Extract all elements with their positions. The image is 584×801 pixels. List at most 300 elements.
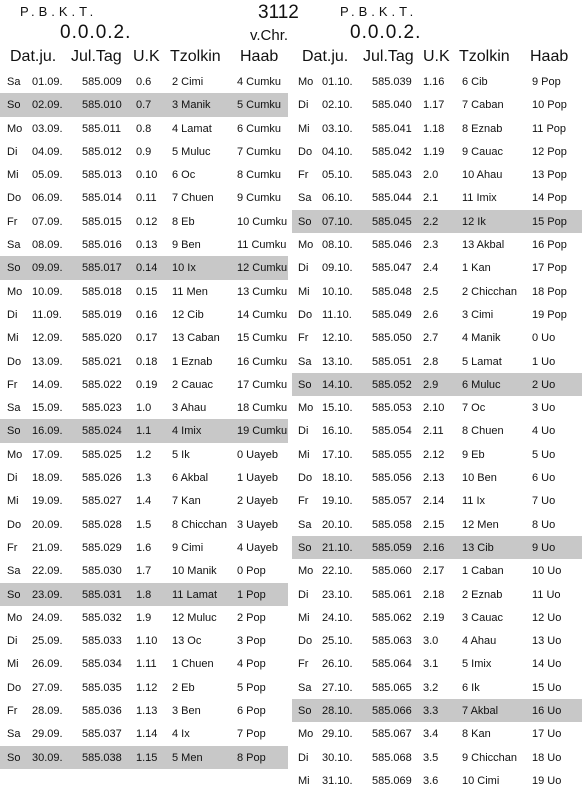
- tzolkin-cell: 10 Manik: [172, 565, 217, 578]
- haab-cell: 10 Cumku: [237, 215, 288, 228]
- haab-cell: 15 Pop: [532, 215, 567, 228]
- julian-day-cell: 585.011: [82, 122, 121, 135]
- tzolkin-cell: 9 Eb: [462, 448, 485, 461]
- table-row: [0, 746, 288, 769]
- weekday-cell: Do: [7, 355, 22, 368]
- date-cell: 28.09.: [32, 705, 63, 718]
- haab-cell: 14 Cumku: [237, 308, 288, 321]
- date-cell: 13.10.: [322, 355, 353, 368]
- date-cell: 22.10.: [322, 565, 353, 578]
- date-cell: 09.09.: [32, 262, 63, 275]
- julian-day-cell: 585.012: [82, 145, 122, 158]
- date-cell: 21.09.: [32, 541, 63, 554]
- date-cell: 23.09.: [32, 588, 63, 601]
- table-row: [292, 233, 582, 256]
- table-row: [0, 326, 288, 349]
- table-row: [0, 303, 288, 326]
- date-cell: 25.09.: [32, 635, 63, 648]
- haab-cell: 18 Pop: [532, 285, 567, 298]
- header-jul: Jul.Tag: [363, 48, 414, 65]
- julian-day-cell: 585.024: [82, 425, 122, 438]
- uk-cell: 3.5: [423, 751, 439, 764]
- uk-cell: 2.1: [423, 192, 439, 205]
- uk-cell: 3.3: [423, 705, 439, 718]
- uk-cell: 1.13: [136, 705, 158, 718]
- weekday-cell: Fr: [298, 169, 309, 182]
- haab-cell: 7 Cumku: [237, 145, 282, 158]
- julian-day-cell: 585.033: [82, 635, 122, 648]
- uk-cell: 0.13: [136, 239, 158, 252]
- uk-cell: 2.13: [423, 472, 445, 485]
- julian-day-cell: 585.022: [82, 378, 122, 391]
- date-cell: 25.10.: [322, 635, 353, 648]
- julian-day-cell: 585.032: [82, 611, 122, 624]
- weekday-cell: Fr: [7, 705, 18, 718]
- tzolkin-cell: 9 Chicchan: [462, 751, 518, 764]
- weekday-cell: Mi: [298, 611, 310, 624]
- uk-cell: 2.14: [423, 495, 445, 508]
- right-column-headers: [292, 46, 582, 70]
- date-cell: 24.09.: [32, 611, 63, 624]
- tzolkin-cell: 3 Cimi: [462, 308, 494, 321]
- tzolkin-cell: 13 Cib: [462, 541, 494, 554]
- haab-cell: 2 Uo: [532, 378, 556, 391]
- haab-cell: 5 Uo: [532, 448, 556, 461]
- table-row: [0, 233, 288, 256]
- weekday-cell: Sa: [7, 76, 21, 88]
- uk-cell: 1.0: [136, 402, 152, 415]
- uk-cell: 1.18: [423, 122, 445, 135]
- julian-day-cell: 585.009: [82, 76, 122, 88]
- table-row: [292, 443, 582, 466]
- date-cell: 14.09.: [32, 378, 63, 391]
- julian-day-cell: 585.029: [82, 541, 122, 554]
- date-cell: 02.09.: [32, 99, 63, 112]
- julian-day-cell: 585.058: [372, 518, 412, 531]
- weekday-cell: Sa: [7, 565, 21, 578]
- haab-cell: 4 Cumku: [237, 76, 282, 88]
- haab-cell: 9 Pop: [532, 76, 561, 88]
- haab-cell: 18 Uo: [532, 751, 562, 764]
- date-cell: 02.10.: [322, 99, 353, 112]
- date-cell: 29.09.: [32, 728, 63, 741]
- julian-day-cell: 585.068: [372, 751, 412, 764]
- haab-cell: 3 Pop: [237, 635, 266, 648]
- tzolkin-cell: 5 Lamat: [462, 355, 502, 368]
- tzolkin-cell: 10 Ix: [172, 262, 196, 275]
- haab-cell: 10 Uo: [532, 565, 562, 578]
- date-cell: 29.10.: [322, 728, 353, 741]
- weekday-cell: Mo: [7, 285, 23, 298]
- uk-cell: 2.9: [423, 378, 439, 391]
- weekday-cell: Fr: [7, 541, 18, 554]
- julian-day-cell: 585.010: [82, 99, 122, 112]
- table-row: [292, 559, 582, 582]
- uk-cell: 0.19: [136, 378, 158, 391]
- haab-cell: 1 Pop: [237, 588, 266, 601]
- table-row: [0, 210, 288, 233]
- haab-cell: 10 Pop: [532, 99, 567, 112]
- date-cell: 19.09.: [32, 495, 63, 508]
- weekday-cell: Mo: [7, 611, 23, 624]
- table-row: [292, 676, 582, 699]
- weekday-cell: Do: [7, 518, 22, 531]
- header-dat: Dat.ju.: [10, 48, 57, 65]
- table-row: [0, 117, 288, 140]
- haab-cell: 14 Uo: [532, 658, 562, 671]
- tzolkin-cell: 8 Kan: [462, 728, 491, 741]
- weekday-cell: Sa: [7, 728, 21, 741]
- tzolkin-cell: 8 Eb: [172, 215, 195, 228]
- table-row: [292, 303, 582, 326]
- table-row: [292, 140, 582, 163]
- table-row: [0, 443, 288, 466]
- date-cell: 04.10.: [322, 145, 353, 158]
- uk-cell: 2.5: [423, 285, 439, 298]
- uk-cell: 1.1: [136, 425, 152, 438]
- haab-cell: 6 Cumku: [237, 122, 282, 135]
- weekday-cell: Mi: [298, 285, 310, 298]
- uk-cell: 2.2: [423, 215, 439, 228]
- uk-cell: 0.8: [136, 122, 152, 135]
- tzolkin-cell: 11 Lamat: [172, 588, 218, 601]
- weekday-cell: Mi: [7, 658, 19, 671]
- year-label: 3112: [258, 2, 299, 23]
- table-row: [0, 93, 288, 116]
- weekday-cell: Mi: [7, 332, 19, 345]
- right-pbkt-code: 0.0.0.2.: [350, 22, 422, 43]
- uk-cell: 1.10: [136, 635, 158, 648]
- table-row: [292, 769, 582, 792]
- julian-day-cell: 585.069: [372, 774, 412, 787]
- tzolkin-cell: 3 Ben: [172, 705, 201, 718]
- julian-day-cell: 585.064: [372, 658, 412, 671]
- table-row: [292, 350, 582, 373]
- weekday-cell: Di: [7, 308, 18, 321]
- uk-cell: 1.7: [136, 565, 152, 578]
- tzolkin-cell: 7 Chuen: [172, 192, 214, 205]
- weekday-cell: Di: [7, 145, 18, 158]
- date-cell: 07.10.: [322, 215, 353, 228]
- tzolkin-cell: 7 Caban: [462, 99, 504, 112]
- julian-day-cell: 585.067: [372, 728, 412, 741]
- table-row: [292, 70, 582, 93]
- table-row: [0, 652, 288, 675]
- weekday-cell: So: [7, 751, 21, 764]
- date-cell: 15.10.: [322, 402, 353, 415]
- tzolkin-cell: 7 Akbal: [462, 705, 499, 718]
- julian-day-cell: 585.015: [82, 215, 122, 228]
- uk-cell: 1.5: [136, 518, 152, 531]
- date-cell: 15.09.: [32, 402, 63, 415]
- date-cell: 08.09.: [32, 239, 63, 252]
- header-uk: U.K: [423, 48, 450, 65]
- tzolkin-cell: 6 Cib: [462, 76, 488, 88]
- julian-day-cell: 585.053: [372, 402, 412, 415]
- weekday-cell: Mo: [7, 448, 23, 461]
- left-calendar-table: [0, 46, 288, 769]
- uk-cell: 3.2: [423, 681, 439, 694]
- haab-cell: 3 Uo: [532, 402, 556, 415]
- julian-day-cell: 585.043: [372, 169, 412, 182]
- uk-cell: 1.16: [423, 76, 445, 88]
- uk-cell: 1.11: [136, 658, 157, 671]
- tzolkin-cell: 4 Imix: [172, 425, 202, 438]
- julian-day-cell: 585.037: [82, 728, 122, 741]
- date-cell: 06.10.: [322, 192, 353, 205]
- uk-cell: 0.11: [136, 192, 157, 205]
- julian-day-cell: 585.040: [372, 99, 412, 112]
- uk-cell: 0.10: [136, 169, 158, 182]
- date-cell: 31.10.: [322, 774, 353, 787]
- table-row: [292, 186, 582, 209]
- table-row: [0, 256, 288, 279]
- haab-cell: 11 Uo: [532, 588, 561, 601]
- date-cell: 20.09.: [32, 518, 63, 531]
- uk-cell: 3.4: [423, 728, 439, 741]
- julian-day-cell: 585.013: [82, 169, 122, 182]
- julian-day-cell: 585.059: [372, 541, 412, 554]
- uk-cell: 0.14: [136, 262, 158, 275]
- header-dat: Dat.ju.: [302, 48, 349, 65]
- table-row: [0, 722, 288, 745]
- table-row: [0, 70, 288, 93]
- haab-cell: 8 Cumku: [237, 169, 282, 182]
- haab-cell: 17 Uo: [532, 728, 562, 741]
- header-tzolkin: Tzolkin: [459, 48, 510, 65]
- table-row: [292, 373, 582, 396]
- weekday-cell: Mo: [298, 76, 314, 88]
- haab-cell: 12 Cumku: [237, 262, 288, 275]
- weekday-cell: Do: [298, 145, 313, 158]
- tzolkin-cell: 1 Chuen: [172, 658, 214, 671]
- table-row: [292, 722, 582, 745]
- weekday-cell: So: [7, 262, 21, 275]
- tzolkin-cell: 10 Cimi: [462, 774, 500, 787]
- haab-cell: 15 Cumku: [237, 332, 288, 345]
- julian-day-cell: 585.021: [82, 355, 122, 368]
- weekday-cell: Mo: [298, 728, 314, 741]
- table-row: [0, 280, 288, 303]
- haab-cell: 15 Uo: [532, 681, 562, 694]
- weekday-cell: Sa: [298, 355, 312, 368]
- haab-cell: 19 Uo: [532, 774, 562, 787]
- uk-cell: 2.16: [423, 541, 445, 554]
- haab-cell: 3 Uayeb: [237, 518, 278, 531]
- table-row: [292, 163, 582, 186]
- table-row: [0, 536, 288, 559]
- date-cell: 27.10.: [322, 681, 353, 694]
- tzolkin-cell: 13 Oc: [172, 635, 202, 648]
- table-row: [0, 419, 288, 442]
- weekday-cell: Do: [298, 635, 313, 648]
- weekday-cell: Sa: [7, 239, 21, 252]
- tzolkin-cell: 3 Cauac: [462, 611, 503, 624]
- table-row: [292, 419, 582, 442]
- uk-cell: 2.12: [423, 448, 445, 461]
- tzolkin-cell: 8 Eznab: [462, 122, 503, 135]
- weekday-cell: Di: [298, 425, 309, 438]
- table-row: [0, 396, 288, 419]
- haab-cell: 8 Uo: [532, 518, 556, 531]
- date-cell: 27.09.: [32, 681, 63, 694]
- date-cell: 18.10.: [322, 472, 353, 485]
- date-cell: 10.10.: [322, 285, 353, 298]
- tzolkin-cell: 10 Ben: [462, 472, 497, 485]
- weekday-cell: Di: [298, 262, 309, 275]
- tzolkin-cell: 2 Chicchan: [462, 285, 518, 298]
- date-cell: 09.10.: [322, 262, 353, 275]
- tzolkin-cell: 4 Manik: [462, 332, 501, 345]
- uk-cell: 1.15: [136, 751, 158, 764]
- julian-day-cell: 585.048: [372, 285, 412, 298]
- tzolkin-cell: 1 Caban: [462, 565, 504, 578]
- table-row: [0, 699, 288, 722]
- julian-day-cell: 585.055: [372, 448, 412, 461]
- table-row: [0, 466, 288, 489]
- uk-cell: 2.8: [423, 355, 439, 368]
- weekday-cell: Fr: [298, 332, 309, 345]
- table-row: [0, 629, 288, 652]
- julian-day-cell: 585.046: [372, 239, 412, 252]
- uk-cell: 1.9: [136, 611, 152, 624]
- date-cell: 22.09.: [32, 565, 63, 578]
- header-haab: Haab: [240, 48, 279, 65]
- tzolkin-cell: 6 Muluc: [462, 378, 501, 391]
- julian-day-cell: 585.045: [372, 215, 412, 228]
- weekday-cell: Di: [298, 588, 309, 601]
- date-cell: 13.09.: [32, 355, 63, 368]
- julian-day-cell: 585.016: [82, 239, 122, 252]
- weekday-cell: Mo: [298, 402, 314, 415]
- weekday-cell: So: [298, 378, 312, 391]
- date-cell: 17.09.: [32, 448, 63, 461]
- uk-cell: 1.12: [136, 681, 158, 694]
- table-row: [292, 210, 582, 233]
- tzolkin-cell: 11 Imix: [462, 192, 497, 205]
- julian-day-cell: 585.044: [372, 192, 412, 205]
- uk-cell: 1.8: [136, 588, 152, 601]
- weekday-cell: Fr: [7, 378, 18, 391]
- right-pbkt-label: P.B.K.T.: [340, 4, 418, 19]
- julian-day-cell: 585.047: [372, 262, 412, 275]
- date-cell: 30.09.: [32, 751, 63, 764]
- julian-day-cell: 585.031: [82, 588, 122, 601]
- date-cell: 01.09.: [32, 76, 63, 88]
- julian-day-cell: 585.049: [372, 308, 412, 321]
- tzolkin-cell: 10 Ahau: [462, 169, 503, 182]
- table-row: [292, 256, 582, 279]
- uk-cell: 2.10: [423, 402, 445, 415]
- haab-cell: 16 Pop: [532, 239, 567, 252]
- tzolkin-cell: 8 Chuen: [462, 425, 504, 438]
- tzolkin-cell: 6 Oc: [172, 169, 196, 182]
- uk-cell: 2.15: [423, 518, 445, 531]
- date-cell: 05.10.: [322, 169, 353, 182]
- haab-cell: 16 Cumku: [237, 355, 288, 368]
- uk-cell: 2.17: [423, 565, 445, 578]
- table-row: [292, 117, 582, 140]
- haab-cell: 19 Cumku: [237, 425, 288, 438]
- julian-day-cell: 585.028: [82, 518, 122, 531]
- weekday-cell: Sa: [298, 681, 312, 694]
- julian-day-cell: 585.025: [82, 448, 122, 461]
- weekday-cell: Mo: [298, 565, 314, 578]
- date-cell: 11.10.: [322, 308, 352, 321]
- tzolkin-cell: 4 Ix: [172, 728, 190, 741]
- uk-cell: 2.3: [423, 239, 439, 252]
- weekday-cell: Di: [298, 99, 309, 112]
- weekday-cell: Sa: [298, 192, 312, 205]
- tzolkin-cell: 6 Akbal: [172, 472, 209, 485]
- table-row: [0, 140, 288, 163]
- date-cell: 06.09.: [32, 192, 63, 205]
- julian-day-cell: 585.030: [82, 565, 122, 578]
- julian-day-cell: 585.065: [372, 681, 412, 694]
- date-cell: 08.10.: [322, 239, 353, 252]
- tzolkin-cell: 5 Imix: [462, 658, 492, 671]
- haab-cell: 17 Pop: [532, 262, 567, 275]
- weekday-cell: Do: [7, 681, 22, 694]
- weekday-cell: Mo: [7, 122, 23, 135]
- date-cell: 01.10.: [322, 76, 353, 88]
- julian-day-cell: 585.041: [372, 122, 412, 135]
- weekday-cell: Sa: [298, 518, 312, 531]
- uk-cell: 1.14: [136, 728, 158, 741]
- date-cell: 12.10.: [322, 332, 353, 345]
- tzolkin-cell: 8 Chicchan: [172, 518, 228, 531]
- haab-cell: 18 Cumku: [237, 402, 288, 415]
- weekday-cell: Di: [7, 472, 18, 485]
- tzolkin-cell: 2 Eb: [172, 681, 195, 694]
- uk-cell: 3.1: [423, 658, 439, 671]
- table-row: [292, 746, 582, 769]
- weekday-cell: So: [298, 541, 312, 554]
- weekday-cell: Mi: [7, 495, 19, 508]
- julian-day-cell: 585.057: [372, 495, 412, 508]
- weekday-cell: Mi: [298, 448, 310, 461]
- table-row: [292, 489, 582, 512]
- haab-cell: 8 Pop: [237, 751, 266, 764]
- table-row: [292, 652, 582, 675]
- left-pbkt-label: P.B.K.T.: [20, 4, 98, 19]
- haab-cell: 4 Pop: [237, 658, 266, 671]
- tzolkin-cell: 5 Muluc: [172, 145, 211, 158]
- julian-day-cell: 585.050: [372, 332, 412, 345]
- weekday-cell: Mi: [298, 122, 310, 135]
- tzolkin-cell: 13 Caban: [172, 332, 220, 345]
- julian-day-cell: 585.038: [82, 751, 122, 764]
- tzolkin-cell: 12 Muluc: [172, 611, 217, 624]
- weekday-cell: Fr: [298, 658, 309, 671]
- table-row: [292, 629, 582, 652]
- date-cell: 16.10.: [322, 425, 353, 438]
- haab-cell: 5 Pop: [237, 681, 266, 694]
- uk-cell: 2.18: [423, 588, 445, 601]
- date-cell: 30.10.: [322, 751, 353, 764]
- uk-cell: 3.6: [423, 774, 439, 787]
- table-row: [0, 606, 288, 629]
- date-cell: 21.10.: [322, 541, 353, 554]
- tzolkin-cell: 5 Ik: [172, 448, 190, 461]
- uk-cell: 0.16: [136, 308, 158, 321]
- uk-cell: 1.2: [136, 448, 152, 461]
- haab-cell: 0 Uo: [532, 332, 556, 345]
- tzolkin-cell: 13 Akbal: [462, 239, 505, 252]
- julian-day-cell: 585.019: [82, 308, 122, 321]
- haab-cell: 6 Uo: [532, 472, 556, 485]
- date-cell: 19.10.: [322, 495, 353, 508]
